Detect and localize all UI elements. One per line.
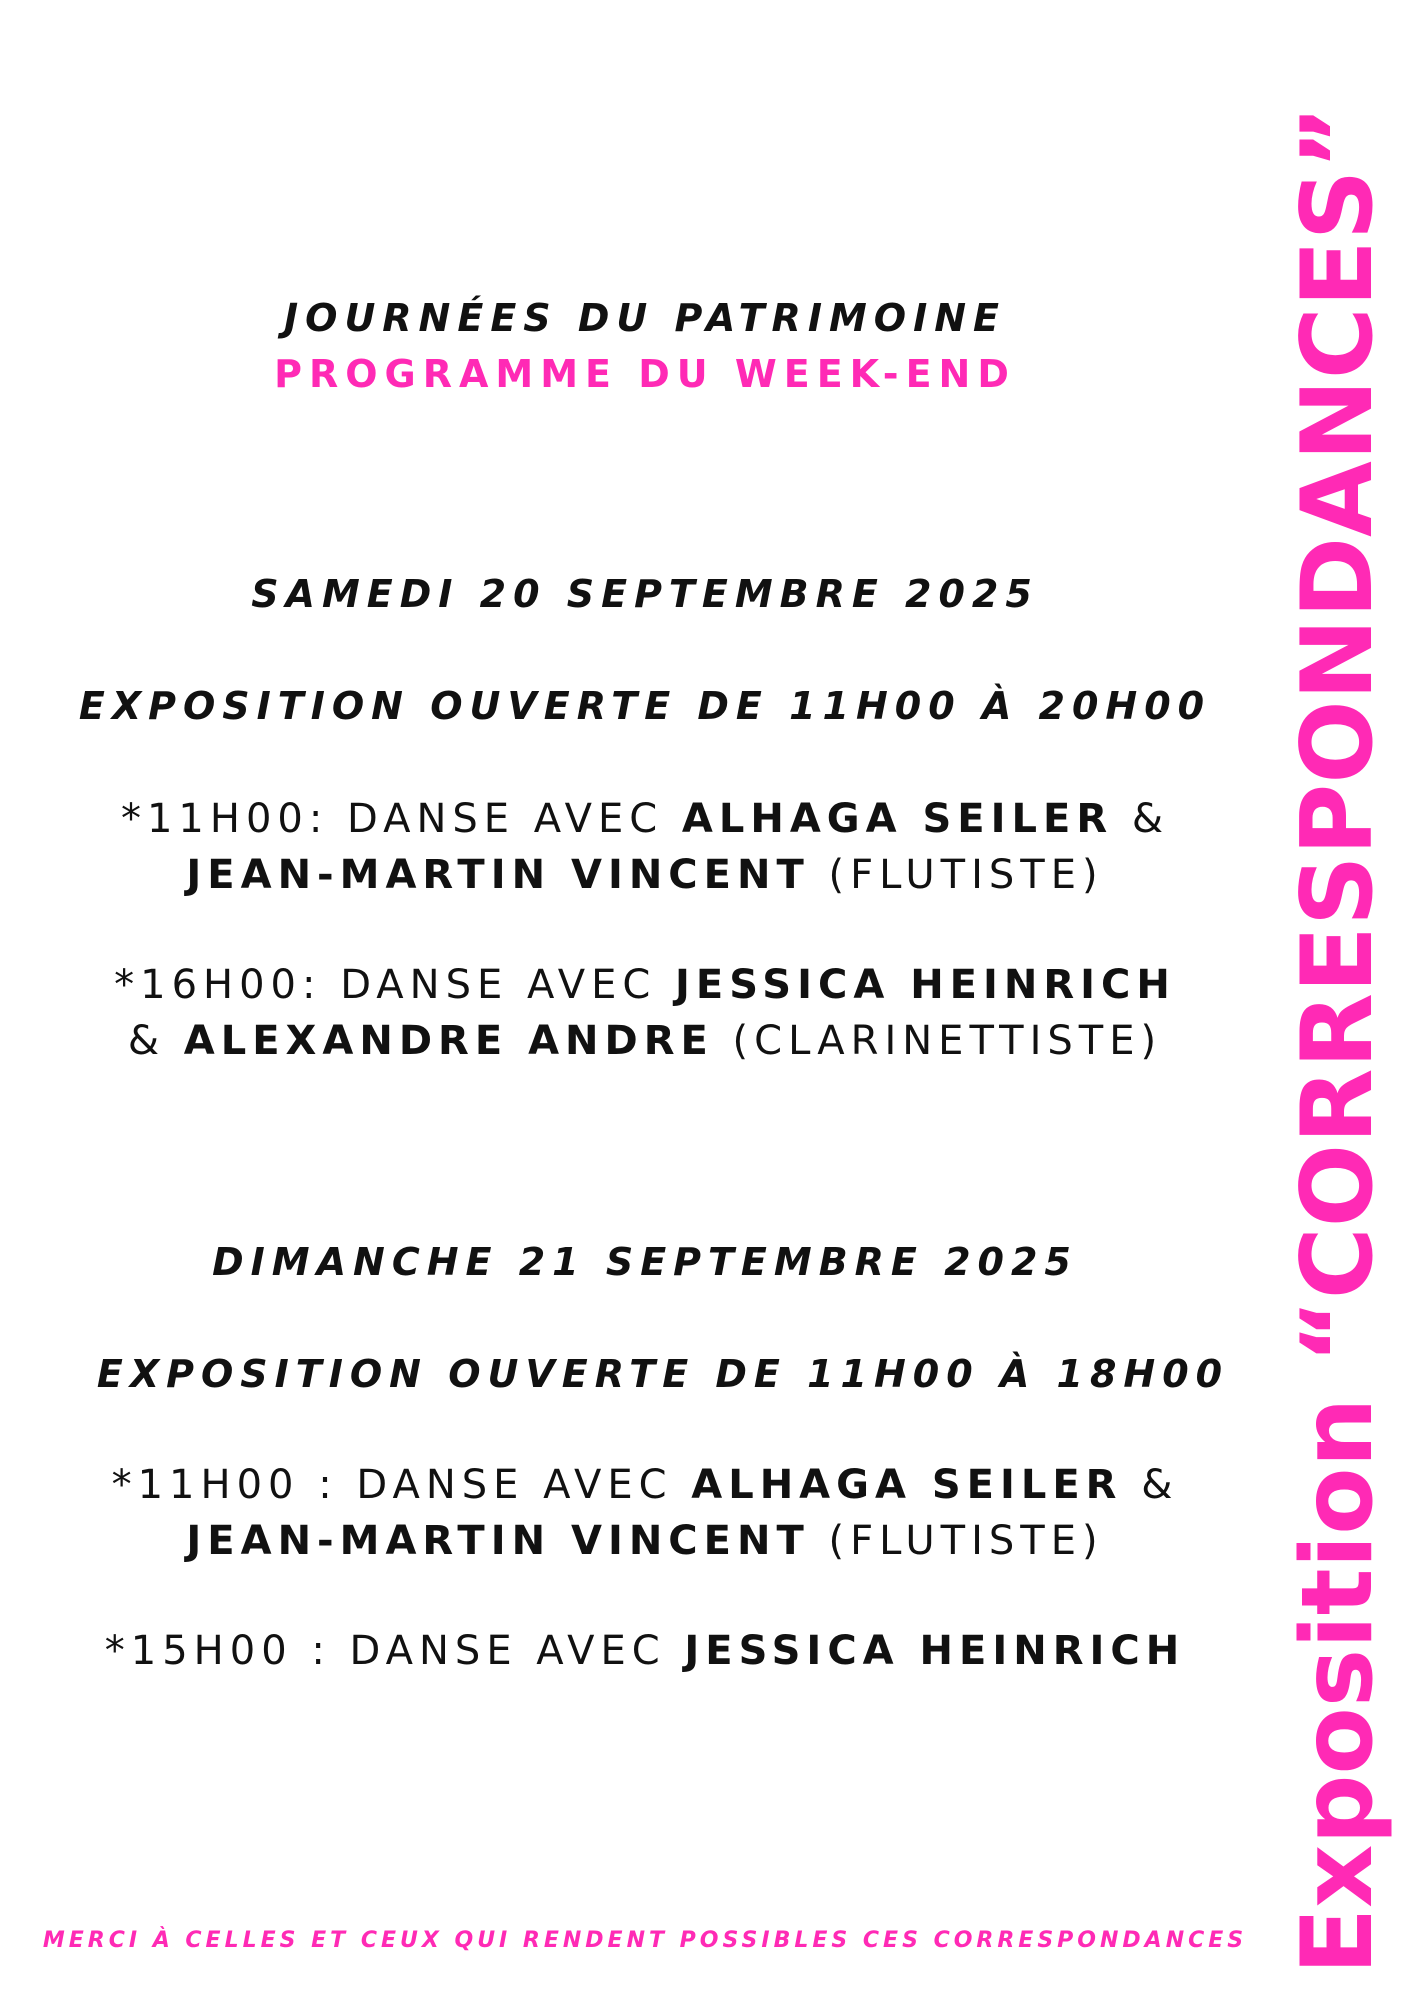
event-connector: & [1113,796,1170,842]
event-connector: & [127,1018,184,1064]
performer-name: JEAN-MARTIN VINCENT [186,1518,810,1564]
page-title: JOURNÉES DU PATRIMOINE [284,296,1006,340]
event-connector: & [1122,1462,1179,1508]
performer-role: (FLUTISTE) [809,852,1104,898]
saturday-event-2-line-1 [0,962,1290,1008]
page-subtitle: PROGRAMME DU WEEK-END [274,352,1016,396]
performer-name: ALEXANDRE ANDRE [183,1018,714,1064]
footer-thanks: MERCI À CELLES ET CEUX QUI RENDENT POSSIBLES CES CORRESPONDANCES [42,1928,1248,1953]
saturday-opening-hours: EXPOSITION OUVERTE DE 11H00 À 20H00 [78,684,1212,728]
event-time-text: *11H00 : DANSE AVEC [111,1462,692,1508]
event-time-text: *15H00 : DANSE AVEC [104,1628,685,1674]
performer-name: JESSICA HEINRICH [675,962,1176,1008]
event-time-text: *16H00: DANSE AVEC [114,962,676,1008]
sunday-opening-hours: EXPOSITION OUVERTE DE 11H00 À 18H00 [96,1352,1230,1396]
sunday-event-2-line-1 [0,1628,1290,1674]
performer-role: (CLARINETTISTE) [713,1018,1163,1064]
saturday-event-2-line-2 [0,1018,1290,1064]
side-exhibition-title: Exposition “CORRESPONDANCES” [1281,105,1395,1975]
sunday-date: DIMANCHE 21 SEPTEMBRE 2025 [212,1240,1078,1284]
saturday-event-1-line-1 [0,796,1290,842]
saturday-date: SAMEDI 20 SEPTEMBRE 2025 [251,572,1039,616]
event-time-text: *11H00: DANSE AVEC [120,796,682,842]
performer-name: ALHAGA SEILER [691,1462,1123,1508]
performer-role: (FLUTISTE) [809,1518,1104,1564]
performer-name: ALHAGA SEILER [681,796,1114,842]
sunday-event-1-line-2 [0,1518,1290,1564]
sunday-event-1-line-1 [0,1462,1290,1508]
performer-name: JEAN-MARTIN VINCENT [186,852,810,898]
performer-name: JESSICA HEINRICH [684,1628,1186,1674]
saturday-event-1-line-2 [0,852,1290,898]
